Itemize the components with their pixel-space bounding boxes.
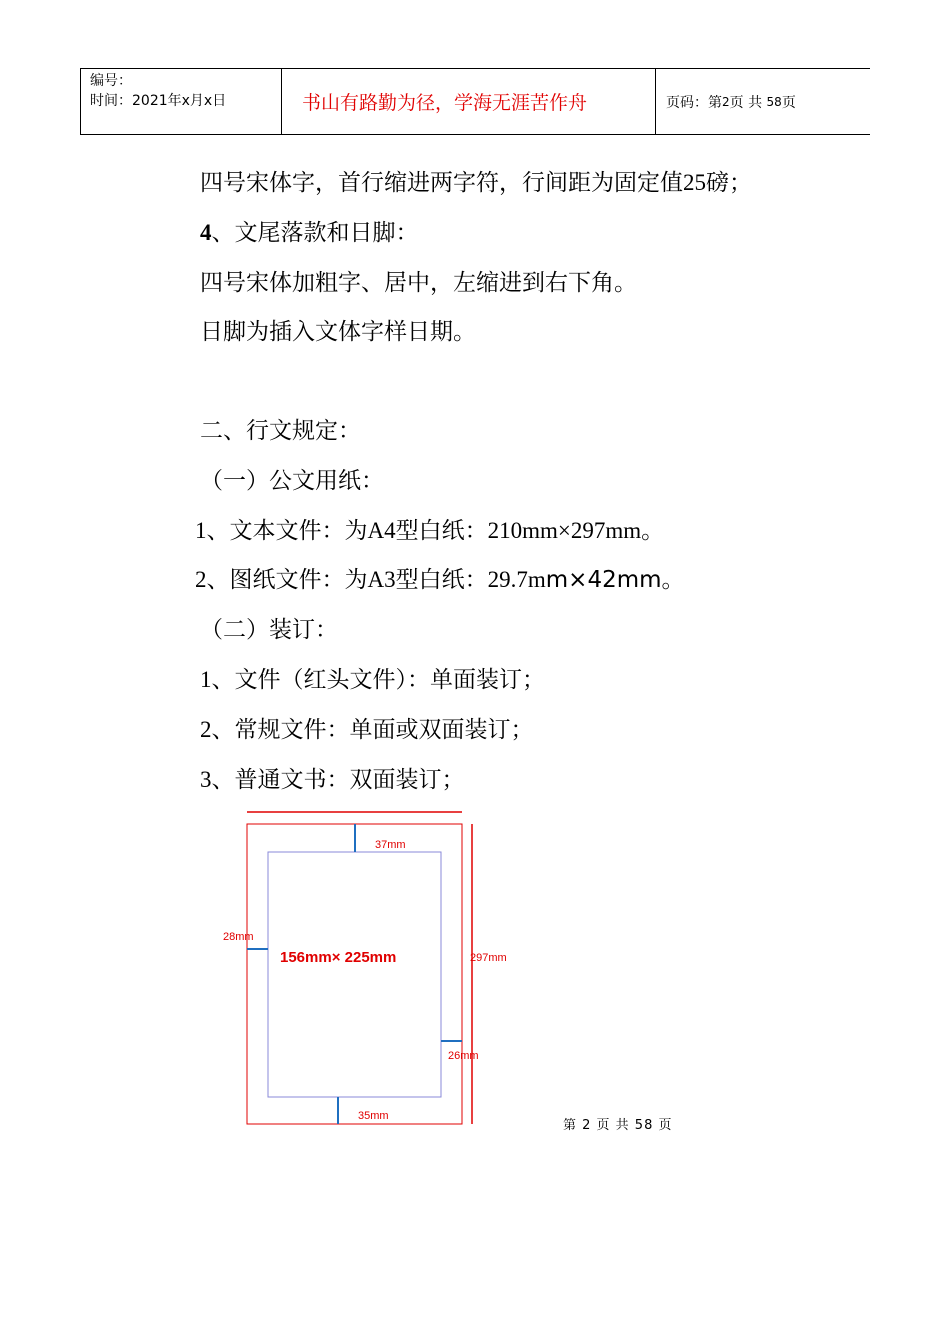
content-size-label: 156mm× 225mm — [280, 949, 397, 966]
top-margin-label: 37mm — [375, 839, 406, 851]
time-label: 时间：2021年x月x日 — [90, 93, 227, 109]
page-footer: 第 2 页 共 58 页 — [563, 1118, 673, 1133]
height-label: 297mm — [470, 952, 507, 964]
left-margin-label: 28mm — [223, 931, 254, 943]
page-total: 58 — [766, 94, 782, 109]
page-suffix: 页 — [781, 94, 796, 111]
page-prefix: 页码：第 — [666, 94, 722, 111]
binding-item-1: 1、文件（红头文件）：单面装订； — [200, 667, 545, 693]
page-current: 2 — [722, 94, 730, 109]
content-area-rect — [268, 852, 441, 1097]
right-margin-label: 26mm — [448, 1050, 479, 1062]
binding-item-3: 3、普通文书：双面装订； — [200, 767, 465, 793]
bottom-margin-label: 35mm — [358, 1110, 389, 1122]
number-label: 编号： — [90, 73, 132, 89]
binding-item-2: 2、常规文件：单面或双面装订； — [200, 717, 534, 743]
body-line-4: 日脚为插入文体字样日期。 — [200, 319, 476, 345]
page-middle: 页 共 — [729, 94, 763, 111]
motto-text: 书山有路勤为径，学海无涯苦作舟 — [302, 92, 588, 114]
section-2-heading: 二、行文规定： — [200, 418, 361, 444]
outer-page-rect — [247, 824, 462, 1124]
paper-item-2: 2、图纸文件：为A3型白纸：29.7mm×42mm。 — [195, 567, 685, 593]
item-4-heading: 4、文尾落款和日脚： — [200, 220, 419, 246]
body-line-1: 四号宋体字，首行缩进两字符，行间距为固定值25磅； — [200, 170, 752, 196]
subsection-paper: （一）公文用纸： — [200, 468, 384, 494]
subsection-binding: （二）装订： — [200, 617, 338, 643]
body-line-3: 四号宋体加粗字、居中，左缩进到右下角。 — [200, 270, 637, 296]
paper-item-1: 1、文本文件：为A4型白纸：210mm×297mm。 — [195, 518, 665, 544]
